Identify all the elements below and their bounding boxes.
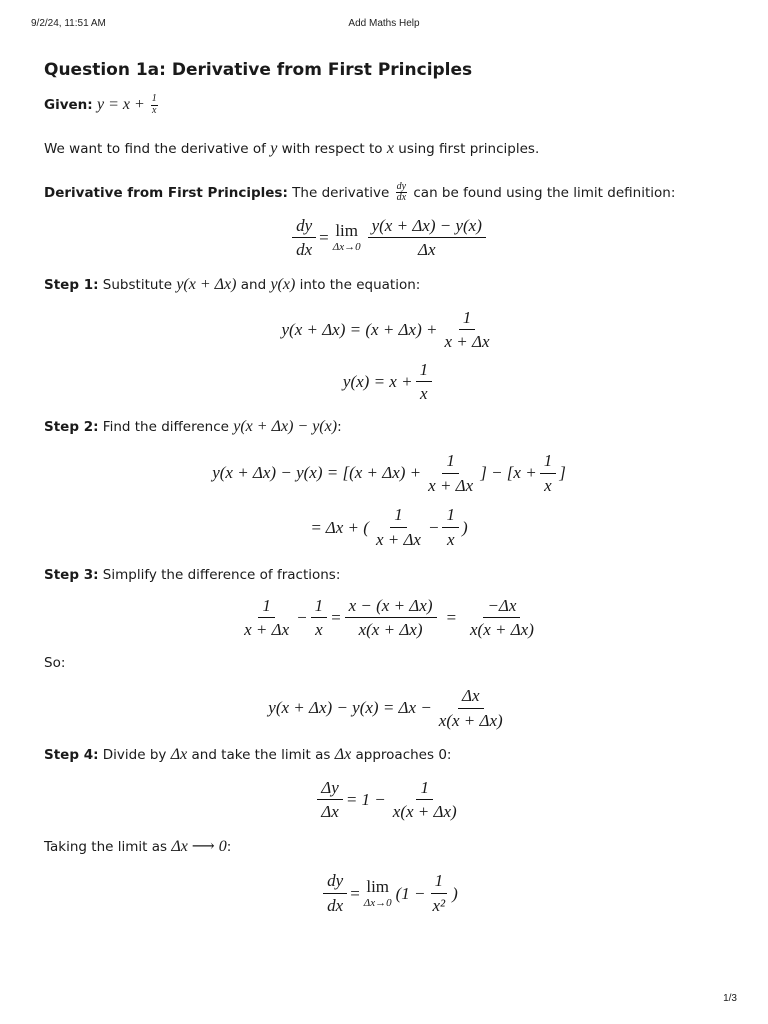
- taking-limit-text: Taking the limit as Δx ⟶ 0:: [44, 837, 232, 855]
- given-fraction: $\frac{1}{x}$: [151, 93, 157, 116]
- given-expression: y = x + $\frac{1}{x}$: [96, 93, 157, 116]
- limit-definition-equation: $\frac{dy}{dx}$ = lim Δx→0 $\frac{y(x + \Delta x) - y(x)}{\Delta x}$: [44, 216, 734, 260]
- intro-text: We want to find the derivative of y with respect to x using first principles.: [44, 140, 540, 158]
- print-page-title: Add Maths Help: [348, 18, 420, 29]
- step2-text: Step 2: Find the difference y(x + Δx) − y(x):: [44, 417, 342, 435]
- step2-equation-a: y(x + Δx) − y(x) = [(x + Δx) + $\frac{1}{x + \Delta x}$ ] − [x + $\frac{1}{x}$ ]: [212, 451, 566, 495]
- dy-dx-fraction: $\frac{dy}{dx}$: [396, 180, 407, 204]
- document-body: [44, 60, 734, 916]
- given-label: Given:: [44, 97, 93, 113]
- question-heading: Question 1a: Derivative from First Principles: [44, 60, 473, 80]
- step1-equation-a: y(x + Δx) = (x + Δx) + $\frac{1}{x + \Delta x}$: [281, 307, 490, 352]
- step4-text: Step 4: Divide by Δx and take the limit as Δx approaches 0:: [44, 746, 452, 764]
- step1-equation-b: y(x) = x + $\frac{1}{x}$: [44, 360, 734, 404]
- final-limit-equation: $\frac{dy}{dx}$ = lim Δx→0 (1 − $\frac{1}{\text{x²}}$ ): [44, 871, 734, 915]
- so-equation: y(x + Δx) − y(x) = Δx − $\frac{\Delta x}{x(x + \Delta x)}$: [268, 686, 503, 730]
- page-number: 1/3: [723, 993, 737, 1004]
- print-timestamp: 9/2/24, 11:51 AM: [31, 18, 106, 29]
- so-text: So:: [44, 654, 66, 671]
- step1-text: Step 1: Substitute y(x + Δx) and y(x) into the equation:: [44, 276, 421, 294]
- step4-equation: $\frac{\Delta y}{\Delta x}$ = 1 − $\frac{1}{x(x + \Delta x)}$: [44, 778, 734, 822]
- step3-equation: $\frac{1}{x + \Delta x}$ − $\frac{1}{x}$ = $\frac{x - (x + \Delta x)}{x(x + \Delta x)}$ = $\frac{-\Delta x}{x(x + \Delta x)}$: [244, 595, 534, 640]
- given-line: [44, 94, 734, 116]
- first-principles-text: Derivative from First Principles: The derivative $\frac{dy}{dx}$ can be found using the limit definition:: [44, 180, 676, 204]
- step3-text: Step 3: Simplify the difference of fractions:: [44, 566, 341, 583]
- step2-equation-b: = Δx + ( $\frac{1}{x + \Delta x}$ − $\frac{1}{x}$ ): [310, 505, 468, 550]
